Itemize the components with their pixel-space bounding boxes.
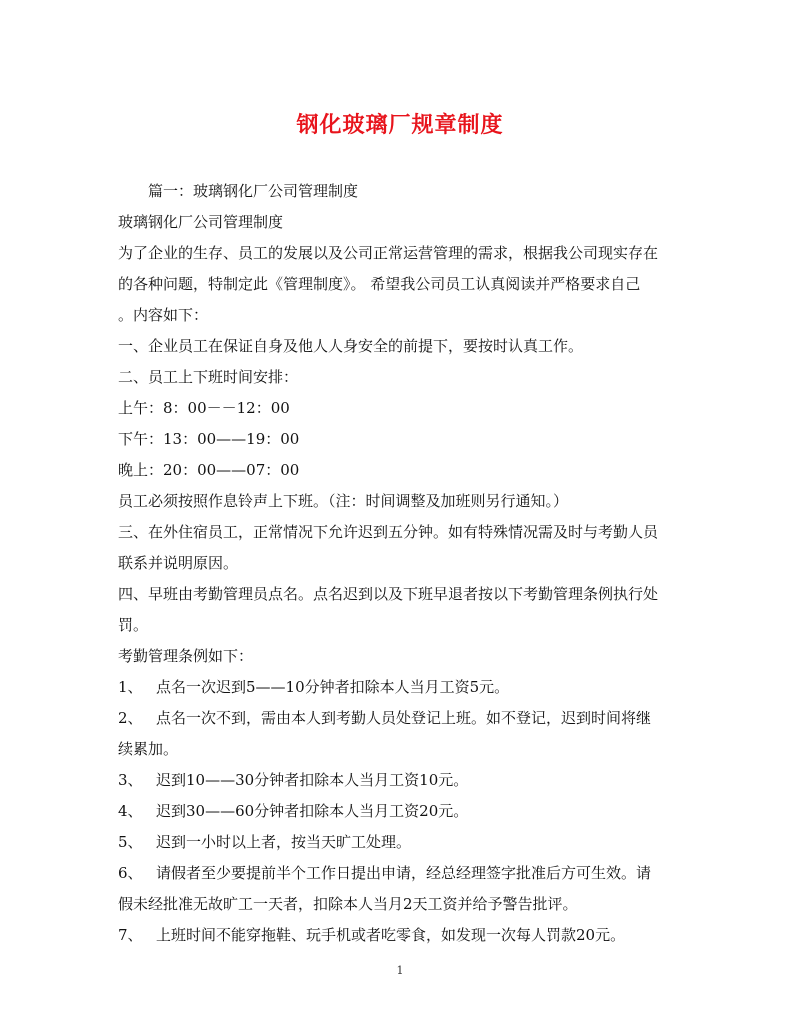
text-line xyxy=(118,827,688,858)
text-line xyxy=(118,548,688,579)
text-line xyxy=(118,517,688,548)
text-line xyxy=(118,765,688,796)
line-text: 联系并说明原因。 xyxy=(118,554,239,572)
line-text: 。内容如下： xyxy=(118,306,209,324)
text-line xyxy=(118,796,688,827)
list-number: 3、 xyxy=(118,771,143,789)
line-text: 玻璃钢化厂公司管理制度 xyxy=(118,213,284,231)
list-number: 4、 xyxy=(118,802,143,820)
text-line xyxy=(118,920,688,951)
line-text: 续累加。 xyxy=(118,740,179,758)
text-line xyxy=(118,424,688,455)
page-number: 1 xyxy=(396,964,404,977)
line-text: 点名一次迟到5——10分钟者扣除本人当月工资5元。 xyxy=(156,678,510,696)
line-text: 二、员工上下班时间安排： xyxy=(118,368,299,386)
text-line xyxy=(118,362,688,393)
text-line xyxy=(118,207,688,238)
text-line xyxy=(118,300,688,331)
line-text: 的各种问题，特制定此《管理制度》。 希望我公司员工认真阅读并严格要求自己 xyxy=(118,275,641,293)
text-line xyxy=(118,331,688,362)
line-text: 迟到10——30分钟者扣除本人当月工资10元。 xyxy=(156,771,469,789)
text-line xyxy=(118,269,688,300)
line-text: 三、在外住宿员工，正常情况下允许迟到五分钟。如有特殊情况需及时与考勤人员 xyxy=(118,523,659,541)
text-line xyxy=(118,455,688,486)
text-line xyxy=(118,889,688,920)
line-text: 假未经批准无故旷工一天者，扣除本人当月2天工资并给予警告批评。 xyxy=(118,895,578,913)
list-number: 7、 xyxy=(118,926,143,944)
line-text: 篇一：玻璃钢化厂公司管理制度 xyxy=(148,182,359,200)
line-text: 下午：13：00——19：00 xyxy=(118,430,300,448)
line-text: 请假者至少要提前半个工作日提出申请，经总经理签字批准后方可生效。请 xyxy=(156,864,652,882)
text-line xyxy=(118,579,688,610)
line-text: 罚。 xyxy=(118,616,149,634)
line-text: 迟到一小时以上者，按当天旷工处理。 xyxy=(156,833,412,851)
text-line xyxy=(118,176,688,207)
line-text: 晚上：20：00——07：00 xyxy=(118,461,300,479)
list-number: 2、 xyxy=(118,709,143,727)
page-title: 钢化玻璃厂规章制度 xyxy=(296,112,504,138)
text-line xyxy=(118,858,688,889)
text-line xyxy=(118,703,688,734)
line-text: 一、企业员工在保证自身及他人人身安全的前提下，要按时认真工作。 xyxy=(118,337,584,355)
list-number: 1、 xyxy=(118,678,143,696)
text-line xyxy=(118,641,688,672)
line-text: 点名一次不到，需由本人到考勤人员处登记上班。如不登记，迟到时间将继 xyxy=(156,709,652,727)
line-text: 上午：8：00－－12：00 xyxy=(118,399,290,417)
text-line xyxy=(118,486,688,517)
list-number: 5、 xyxy=(118,833,143,851)
text-line xyxy=(118,672,688,703)
text-line xyxy=(118,238,688,269)
text-line xyxy=(118,610,688,641)
line-text: 为了企业的生存、员工的发展以及公司正常运营管理的需求，根据我公司现实存在 xyxy=(118,244,659,262)
line-text: 上班时间不能穿拖鞋、玩手机或者吃零食，如发现一次每人罚款20元。 xyxy=(156,926,626,944)
text-line xyxy=(118,393,688,424)
line-text: 四、早班由考勤管理员点名。点名迟到以及下班早退者按以下考勤管理条例执行处 xyxy=(118,585,659,603)
list-number: 6、 xyxy=(118,864,143,882)
line-text: 迟到30——60分钟者扣除本人当月工资20元。 xyxy=(156,802,469,820)
line-text: 员工必须按照作息铃声上下班。（注：时间调整及加班则另行通知。） xyxy=(118,492,569,510)
line-text: 考勤管理条例如下： xyxy=(118,647,254,665)
text-line xyxy=(118,734,688,765)
document-body xyxy=(118,176,688,951)
